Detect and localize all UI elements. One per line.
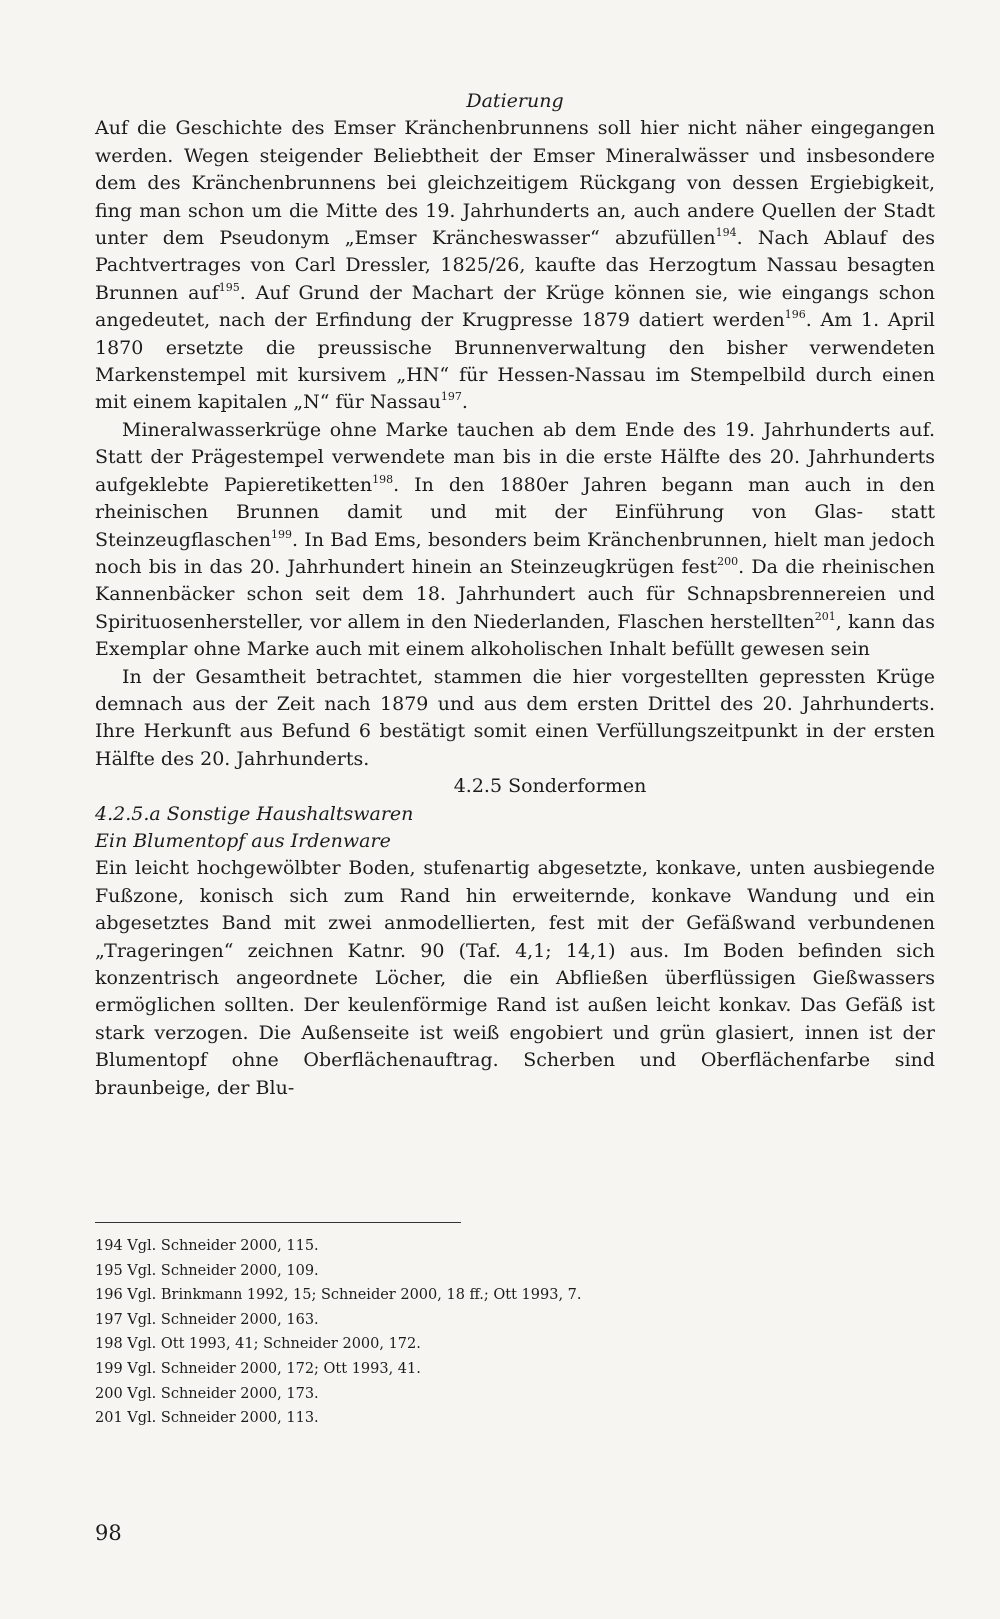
footnote: 194 Vgl. Schneider 2000, 115. <box>95 1238 319 1254</box>
page-number: 98 <box>95 1521 122 1545</box>
footnote-ref[interactable]: 194 <box>715 226 737 240</box>
footnote: 195 Vgl. Schneider 2000, 109. <box>95 1262 319 1279</box>
footnote-ref[interactable]: 199 <box>270 527 292 541</box>
footnote-divider <box>95 1222 461 1223</box>
footnote: 201 Vgl. Schneider 2000, 113. <box>95 1410 319 1427</box>
paragraph-flowerpot: Ein leicht hochgewölbter Boden, stufenartig abgesetzte, konkave, unten ausbiegende Fußzone, konisch sich zum Rand hin erweiternde, konkave Wandung und ein abgesetztes Band mit zwei anmodellierten, fest mit der Gefäßwand verbundenen „Trageringen“ zeichnen Katnr. 90 (Taf. 4,1; 14,1) aus. Im Boden befinden sich konzentrisch angeordnete Löcher, die ein Abfließen überflüssigen Gießwassers ermöglichen sollten. Der keulenförmige Rand ist außen leicht konkav. Das Gefäß ist stark verzogen. Die Außenseite ist weiß engobiert und grün glasiert, innen ist der Blumentopf ohne Oberflächenauftrag. Scherben und Oberflächenfarbe sind braunbeige, der Blu- <box>95 857 935 1099</box>
footnote-ref[interactable]: 200 <box>717 554 739 568</box>
paragraph-conclusion: In der Gesamtheit betrachtet, stammen die hier vorgestellten gepressten Krüge demnach aus der Zeit nach 1879 und aus dem ersten Drittel des 20. Jahrhunderts. Ihre Herkunft aus Befund 6 bestätigt somit einen Verfüllungszeitpunkt in der ersten Hälfte des 20. Jahrhunderts. <box>95 665 935 770</box>
subsection-heading: 4.2.5.a Sonstige Haushaltswaren <box>95 802 414 825</box>
section-heading: 4.2.5 Sonderformen <box>453 775 647 798</box>
footnote-ref[interactable]: 196 <box>784 308 806 322</box>
footnote-ref[interactable]: 197 <box>440 390 462 404</box>
footnote: 197 Vgl. Schneider 2000, 163. <box>95 1311 319 1328</box>
footnotes-list <box>95 1234 795 1431</box>
footnote-ref[interactable]: 198 <box>372 472 394 486</box>
footnote: 199 Vgl. Schneider 2000, 172; Ott 1993, 41. <box>95 1360 421 1377</box>
paragraph-dating: Auf die Geschichte des Emser Kränchenbrunnens soll hier nicht näher eingegangen werden. Wegen steigender Beliebtheit der Emser Mineralwässer und insbesondere dem des Kränchenbrunnens bei gleichzeitigem Rückgang von dessen Ergiebigkeit, fing man schon um die Mitte des 19. Jahrhunderts an, auch andere Quellen der Stadt unter dem Pseudonym „Emser Kräncheswasser“ abzufüllen$^{194}$. Nach Ablauf des Pachtvertrages von Carl Dressler, 1825/26, kaufte das Herzogtum Nassau besagten Brunnen auf$^{195}$. Auf Grund der Machart der Krüge können sie, wie eingangs schon angedeutet, nach der Erfindung der Krugpresse 1879 datiert werden$^{196}$. Am 1. April 1870 ersetzte die preussische Brunnenverwaltung den bisher verwendeten Markenstempel mit kursivem „HN“ für Hessen-Nassau im Stempelbild durch einen mit einem kapitalen „N“ für Nassau$^{197}$. <box>95 117 936 414</box>
paragraph-unmarked-jugs: Mineralwasserkrüge ohne Marke tauchen ab dem Ende des 19. Jahrhunderts auf. Statt der Prägestempel verwendete man bis in die erste Hälfte des 20. Jahrhunderts aufgeklebte Papieretiketten$^{198}$. In den 1880er Jahren begann man auch in den rheinischen Brunnen damit und mit der Einführung von Glas- statt Steinzeugflaschen$^{199}$. In Bad Ems, besonders beim Kränchenbrunnen, hielt man jedoch noch bis in das 20. Jahrhundert hinein an Steinzeugkrügen fest$^{200}$. Da die rheinischen Kannenbäcker schon seit dem 18. Jahrhundert auch für Schnapsbrennereien und Spirituosenhersteller, vor allem in den Niederlanden, Flaschen herstellten$^{201}$, kann das Exemplar ohne Marke auch mit einem alkoholischen Inhalt befüllt gewesen sein <box>95 418 935 661</box>
footnote: 196 Vgl. Brinkmann 1992, 15; Schneider 2000, 18 ff.; Ott 1993, 7. <box>95 1287 582 1304</box>
footnote: 198 Vgl. Ott 1993, 41; Schneider 2000, 172. <box>95 1336 421 1353</box>
footnote: 200 Vgl. Schneider 2000, 173. <box>95 1385 319 1402</box>
main-text <box>95 88 935 1102</box>
footnote-ref[interactable]: 195 <box>218 280 240 294</box>
item-heading: Ein Blumentopf aus Irdenware <box>95 829 391 852</box>
running-head: Datierung <box>466 90 564 112</box>
footnote-ref[interactable]: 201 <box>814 609 836 623</box>
